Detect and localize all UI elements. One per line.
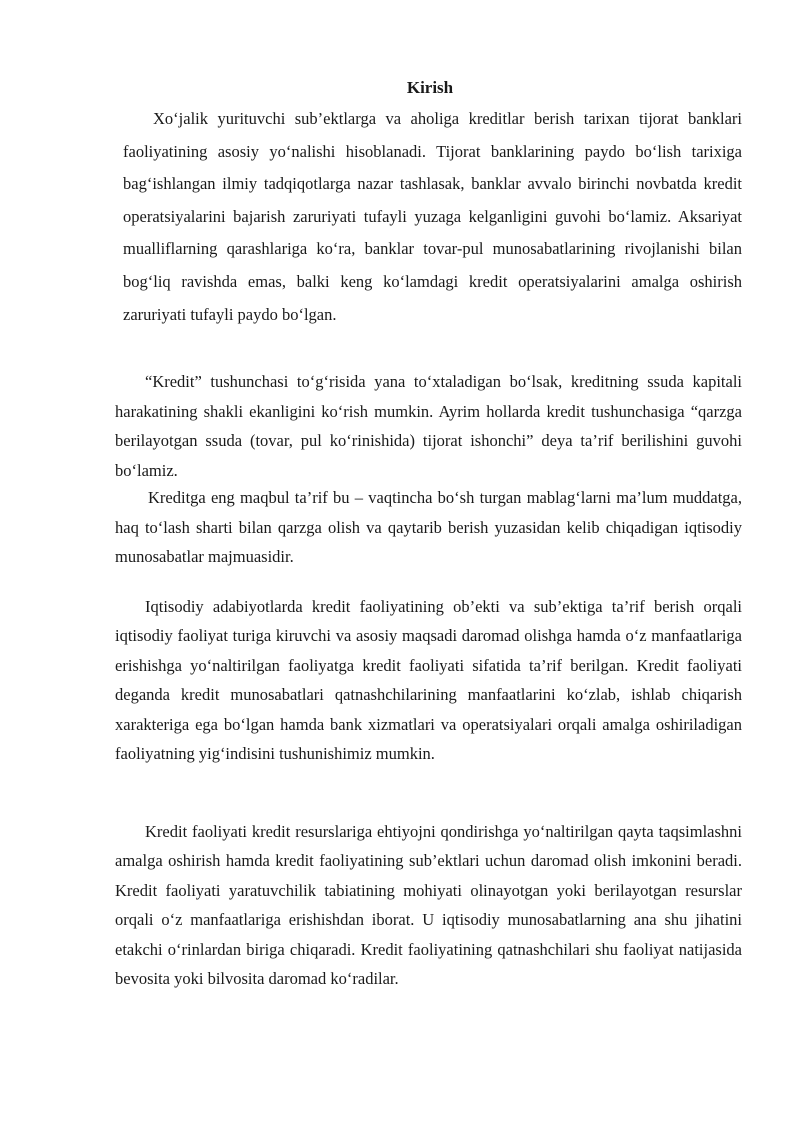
paragraph-1: Xo‘jalik yurituvchi sub’ektlarga va aholiga kreditlar berish tarixan tijorat banklari faoliyatining asosiy yo‘nalishi hisoblanadi. Tijorat banklarining paydo bo‘lish tarixiga bag‘ishlangan ilmiy tadqiqotlarga nazar tashlasak, banklar avvalo birinchi novbatda kredit operatsiyalarini bajarish zaruriyati tufayli yuzaga kelganligini guvohi bo‘lamiz. Aksariyat mualliflarning qarashlariga ko‘ra, banklar tovar-pul munosabatlarining rivojlanishi bilan bog‘liq ravishda emas, balki keng ko‘lamdagi kredit operatsiyalarini amalga oshirish zaruriyati tufayli paydo bo‘lgan. bbox=[123, 109, 742, 324]
paragraph-4: Iqtisodiy adabiyotlarda kredit faoliyatining ob’ekti va sub’ektiga ta’rif berish orqali iqtisodiy faoliyat turiga kiruvchi va asosiy maqsadi daromad olishga hamda o‘z manfaatlariga erishishga yo‘naltirilgan faoliyatga kredit faoliyati sifatida ta’rif berilgan. Kredit faoliyati deganda kredit munosabatlari qatnashchilarining manfaatlarini ko‘zlab, ishlab chiqarish xarakteriga ega bo‘lgan hamda bank xizmatlari va operatsiyalari orqali amalga oshiriladigan faoliyatning yig‘indisini tushunishimiz mumkin. bbox=[115, 597, 742, 764]
paragraph-2: “Kredit” tushunchasi to‘g‘risida yana to‘xtaladigan bo‘lsak, kreditning ssuda kapitali harakatining shakli ekanligini ko‘rish mumkin. Ayrim hollarda kredit tushunchasiga “qarzga berilayotgan ssuda (tovar, pul ko‘rinishida) tijorat ishonchi” deya ta’rif berilishini guvohi bo‘lamiz. bbox=[115, 372, 742, 480]
section-title: Kirish bbox=[406, 78, 454, 97]
paragraph-5: Kredit faoliyati kredit resurslariga ehtiyojni qondirishga yo‘naltirilgan qayta taqsimlashni amalga oshirish hamda kredit faoliyatining sub’ektlari uchun daromad olish imkonini beradi. Kredit faoliyati yaratuvchilik tabiatining mohiyati olinayotgan yoki berilayotgan resurslar orqali o‘z manfaatlariga erishishdan iborat. U iqtisodiy munosabatlarning ana shu jihatini etakchi o‘rinlardan biriga chiqaradi. Kredit faoliyatining qatnashchilari shu faoliyat natijasida bevosita yoki bilvosita daromad ko‘radilar. bbox=[115, 822, 742, 989]
paragraph-3: Kreditga eng maqbul ta’rif bu – vaqtincha bo‘sh turgan mablag‘larni ma’lum muddatga, haq to‘lash sharti bilan qarzga olish va qaytarib berish yuzasidan kelib chiqadigan iqtisodiy munosabatlar majmuasidir. bbox=[115, 488, 742, 566]
